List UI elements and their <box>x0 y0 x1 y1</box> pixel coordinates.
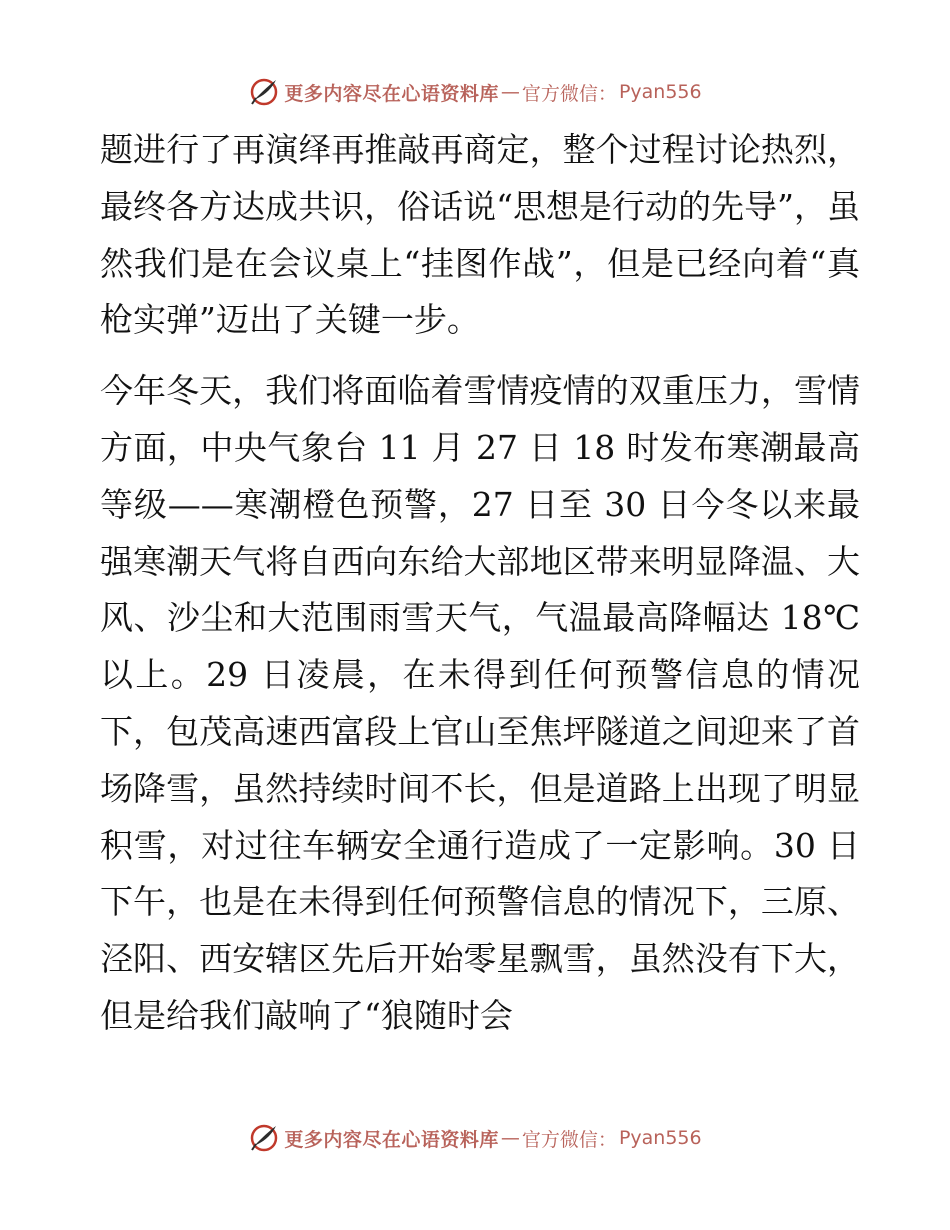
header-separator: — <box>500 81 520 103</box>
paragraph-1: 题进行了再演绎再推敲再商定，整个过程讨论热烈，最终各方达成共识，俗话说“思想是行动的先导”，虽然我们是在会议桌上“挂图作战”，但是已经向着“真枪实弹”迈出了关键一步。 <box>100 130 860 340</box>
header-official-text: 官方微信： <box>521 82 617 105</box>
header-lead-text: 更多内容尽在心语资料库 <box>284 82 499 105</box>
header-banner <box>0 72 950 112</box>
header-handle: Pyan556 <box>618 81 702 103</box>
paragraph-2: 今年冬天，我们将面临着雪情疫情的双重压力，雪情方面，中央气象台 11 月 27 日 18 时发布寒潮最高等级——寒潮橙色预警，27 日至 30 日今冬以来最强寒潮天气将自西向东给大部地区带来明显降温、大风、沙尘和大范围雨雪天气，气温最高降幅达 18℃以上。29 日凌晨，在未得到任何预警信息的情况下，包茂高速西富段上官山至焦坪隧道之间迎来了首场降雪，虽然持续时间不长，但是道路上出现了明显积雪，对过往车辆安全通行造成了一定影响。30 日下午，也是在未得到任何预警信息的情况下，三原、泾阳、西安辖区先后开始零星飘雪，虽然没有下大，但是给我们敲响了“狼随时会 <box>100 371 860 1035</box>
footer-separator: — <box>500 1127 520 1149</box>
footer-official-text: 官方微信： <box>521 1128 617 1151</box>
document-body <box>100 122 860 1045</box>
logo-feather-icon <box>248 1122 280 1154</box>
footer-lead-text: 更多内容尽在心语资料库 <box>284 1128 499 1151</box>
logo-feather-icon <box>248 76 280 108</box>
footer-banner <box>0 1118 950 1158</box>
footer-handle: Pyan556 <box>618 1127 702 1149</box>
